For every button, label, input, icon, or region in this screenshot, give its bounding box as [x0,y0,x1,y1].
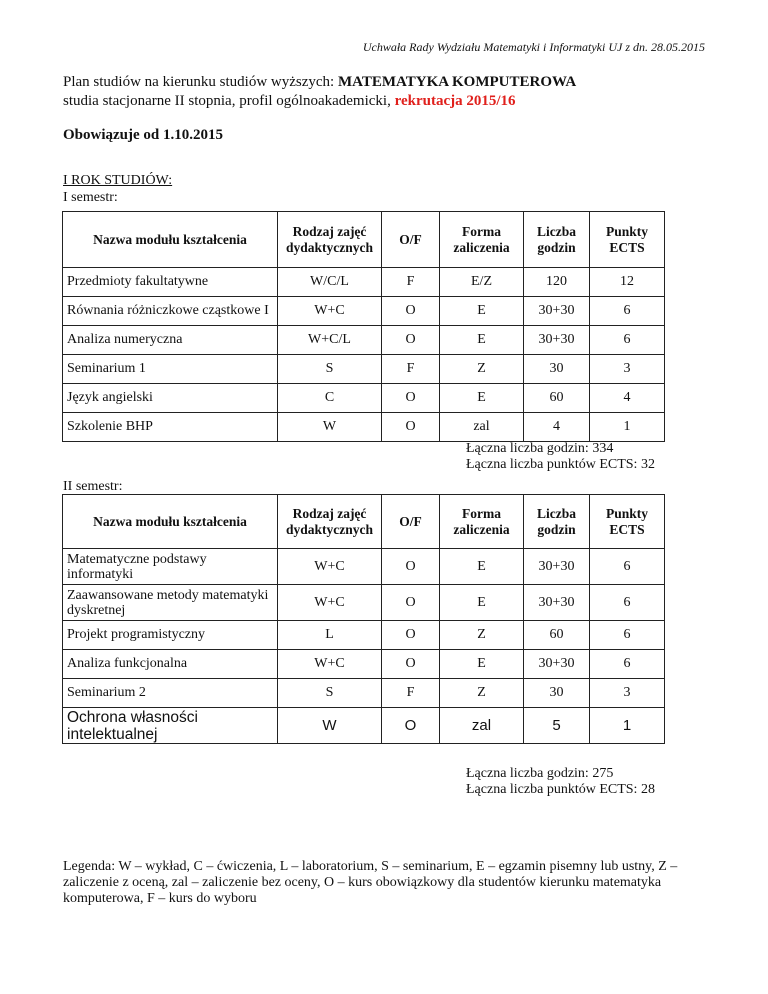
table-cell: E/Z [440,268,524,297]
table-cell: 60 [524,384,590,413]
table-cell: E [440,585,524,621]
col-header: Forma zaliczenia [440,212,524,268]
table-header-row [63,495,665,549]
table-cell: E [440,326,524,355]
title-line-2 [63,92,576,111]
table-cell: 6 [590,549,665,585]
title-prefix: Plan studiów na kierunku studiów wyższych: [63,74,338,90]
table-row [63,413,665,442]
table-row [63,621,665,650]
table-row [63,326,665,355]
legend: Legenda: W – wykład, C – ćwiczenia, L – laboratorium, S – seminarium, E – egzamin pisemny lub ustny, Z – zaliczenie z oceną, zal – zaliczenie bez oceny, O – kurs obowiązkowy dla studentów kierunku matematyka komputerowa, F – kurs do wyboru [63,859,678,906]
table-cell: O [382,326,440,355]
table-cell: 30+30 [524,650,590,679]
col-header: Nazwa modułu kształcenia [63,212,278,268]
title-line-1 [63,73,576,92]
table-cell: zal [440,413,524,442]
table-cell: E [440,297,524,326]
table-row [63,549,665,585]
table-cell: W+C [278,549,382,585]
valid-from: Obowiązuje od 1.10.2015 [63,127,224,143]
table-cell: E [440,650,524,679]
table-cell: 30+30 [524,549,590,585]
col-header: Rodzaj zajęć dydaktycznych [278,212,382,268]
module-name-cell: Zaawansowane metody matematyki dyskretnej [63,585,278,621]
table-cell: E [440,384,524,413]
module-name-cell: Matematyczne podstawy informatyki [63,549,278,585]
table-row [63,708,665,744]
table-cell: O [382,708,440,744]
semester2-summary [466,766,655,798]
table-cell: 60 [524,621,590,650]
table-cell: 5 [524,708,590,744]
table-cell: 30+30 [524,297,590,326]
table-cell: O [382,650,440,679]
col-header: Punkty ECTS [590,212,665,268]
col-header: Nazwa modułu kształcenia [63,495,278,549]
table-cell: Z [440,355,524,384]
col-header: O/F [382,212,440,268]
table-cell: 120 [524,268,590,297]
table-cell: W+C/L [278,326,382,355]
table-cell: W [278,413,382,442]
module-name-cell: Język angielski [63,384,278,413]
year-label: I ROK STUDIÓW: [63,173,173,188]
table-row [63,297,665,326]
table-cell: zal [440,708,524,744]
table-cell: 1 [590,413,665,442]
table-cell: E [440,549,524,585]
module-name-cell: Szkolenie BHP [63,413,278,442]
table-cell: O [382,621,440,650]
col-header: Punkty ECTS [590,495,665,549]
table-cell: 30 [524,355,590,384]
semester1-label: I semestr: [63,190,118,205]
table-cell: O [382,384,440,413]
col-header: Liczba godzin [524,212,590,268]
table-cell: F [382,355,440,384]
table-row [63,355,665,384]
semester1-table [62,211,665,442]
study-mode: studia stacjonarne II stopnia, profil ogólnoakademicki, [63,93,395,109]
table-cell: 30+30 [524,326,590,355]
table-cell: O [382,297,440,326]
table-cell: 6 [590,326,665,355]
module-name-cell: Seminarium 2 [63,679,278,708]
table-cell: 4 [524,413,590,442]
table-cell: 30 [524,679,590,708]
table-cell: 6 [590,650,665,679]
semester2-table [62,494,665,744]
table-cell: O [382,413,440,442]
module-name-cell: Projekt programistyczny [63,621,278,650]
table-row [63,650,665,679]
table-cell: 3 [590,679,665,708]
table-cell: O [382,585,440,621]
col-header: Rodzaj zajęć dydaktycznych [278,495,382,549]
total-ects: Łączna liczba punktów ECTS: 28 [466,782,655,797]
total-hours: Łączna liczba godzin: 334 [466,441,614,456]
table-cell: C [278,384,382,413]
year-heading [63,172,172,206]
table-cell: F [382,268,440,297]
col-header: O/F [382,495,440,549]
module-name-cell: Przedmioty fakultatywne [63,268,278,297]
semester1-summary [466,441,655,473]
table-row [63,585,665,621]
table-cell: S [278,679,382,708]
col-header: Liczba godzin [524,495,590,549]
total-hours: Łączna liczba godzin: 275 [466,766,614,781]
table-cell: L [278,621,382,650]
table-header-row [63,212,665,268]
table-cell: W/C/L [278,268,382,297]
table-cell: Z [440,621,524,650]
module-name-cell: Analiza funkcjonalna [63,650,278,679]
table-cell: 6 [590,297,665,326]
table-row [63,679,665,708]
table-cell: W+C [278,650,382,679]
table-cell: 6 [590,621,665,650]
table-row [63,384,665,413]
module-name-cell: Ochrona własności intelektualnej [63,708,278,744]
table-cell: 3 [590,355,665,384]
table-cell: O [382,549,440,585]
table-cell: 4 [590,384,665,413]
table-cell: 30+30 [524,585,590,621]
table-cell: S [278,355,382,384]
table-cell: F [382,679,440,708]
module-name-cell: Równania różniczkowe cząstkowe I [63,297,278,326]
table-cell: 1 [590,708,665,744]
table-cell: W+C [278,297,382,326]
semester2-label: II semestr: [63,479,123,494]
program-name: MATEMATYKA KOMPUTEROWA [337,74,577,90]
page-header: Uchwała Rady Wydziału Matematyki i Informatyki UJ z dn. 28.05.2015 [362,40,705,54]
table-cell: Z [440,679,524,708]
document-title [63,73,576,111]
recruitment-year: rekrutacja 2015/16 [394,93,516,109]
table-cell: W+C [278,585,382,621]
table-row [63,268,665,297]
module-name-cell: Analiza numeryczna [63,326,278,355]
total-ects: Łączna liczba punktów ECTS: 32 [466,457,655,472]
col-header: Forma zaliczenia [440,495,524,549]
table-cell: 12 [590,268,665,297]
table-cell: W [278,708,382,744]
table-cell: 6 [590,585,665,621]
module-name-cell: Seminarium 1 [63,355,278,384]
